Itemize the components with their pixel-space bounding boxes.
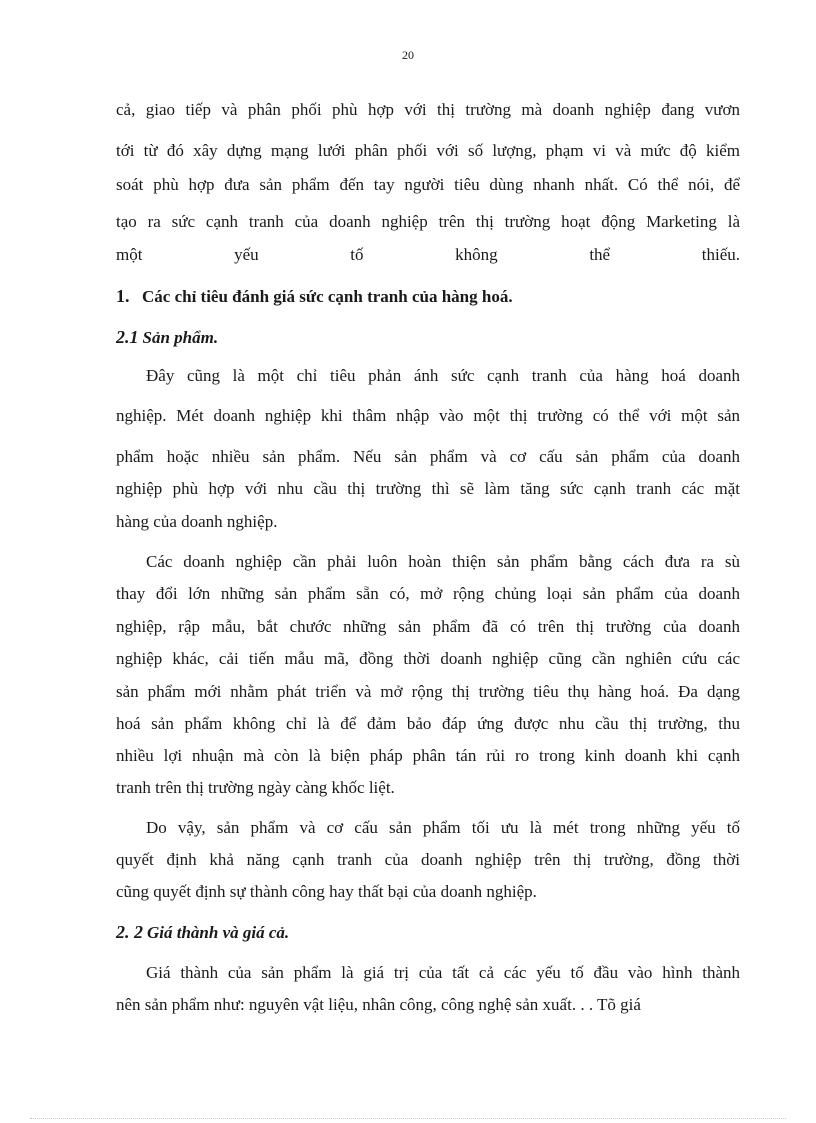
body-line: nghiệp. Mét doanh nghiệp khi thâm nhập vào một thị trường có thể với một sản: [116, 406, 740, 425]
body-line: Đây cũng là một chỉ tiêu phản ánh sức cạnh tranh của hàng hoá doanh: [146, 366, 740, 385]
body-line: nghiệp, rập mẫu, bắt chước những sản phẩm đã có trên thị trường của doanh: [116, 617, 740, 636]
body-line: tranh trên thị trường ngày càng khốc liệt.: [116, 778, 395, 797]
section-heading-2-2: [116, 921, 740, 944]
body-line: Giá thành của sản phẩm là giá trị của tất cả các yếu tố đầu vào hình thành: [146, 963, 740, 982]
body-line: hàng của doanh nghiệp.: [116, 512, 278, 531]
body-line: nên sản phẩm như: nguyên vật liệu, nhân công, công nghệ sản xuất. . . Tõ giá: [116, 995, 641, 1014]
body-line: soát phù hợp đưa sản phẩm đến tay người tiêu dùng nhanh nhất. Có thể nói, để: [116, 175, 740, 194]
section-title: Các chỉ tiêu đánh giá sức cạnh tranh của hàng hoá.: [142, 287, 513, 306]
body-line: cũng quyết định sự thành công hay thất bại của doanh nghiệp.: [116, 882, 537, 901]
body-line: cả, giao tiếp và phân phối phù hợp với thị trường mà doanh nghiệp đang vươn: [116, 100, 740, 119]
body-line: Do vậy, sản phẩm và cơ cấu sản phẩm tối ưu là mét trong những yếu tố: [146, 818, 740, 837]
section-title: Giá thành và giá cả.: [147, 923, 290, 942]
body-line: sản phẩm mới nhằm phát triển và mở rộng thị trường tiêu thụ hàng hoá. Đa dạng: [116, 682, 740, 701]
body-line: tạo ra sức cạnh tranh của doanh nghiệp trên thị trường hoạt động Marketing là: [116, 212, 740, 231]
body-line: nhiều lợi nhuận mà còn là biện pháp phân tán rủi ro trong kinh doanh khi cạnh: [116, 746, 740, 765]
body-line: nghiệp phù hợp với nhu cầu thị trường thì sẽ làm tăng sức cạnh tranh các mặt: [116, 479, 740, 498]
section-heading-1: [116, 285, 740, 308]
body-line: quyết định khả năng cạnh tranh của doanh nghiệp trên thị trường, đồng thời: [116, 850, 740, 869]
body-line: tới từ đó xây dựng mạng lưới phân phối với số lượng, phạm vi và mức độ kiểm: [116, 141, 740, 160]
body-line: thay đổi lớn những sản phẩm sẵn có, mở rộng chủng loại sản phẩm của doanh: [116, 584, 740, 603]
section-number: 2.1: [116, 327, 139, 347]
page-number: 20: [402, 48, 414, 62]
body-line: phẩm hoặc nhiều sản phẩm. Nếu sản phẩm và cơ cấu sản phẩm của doanh: [116, 447, 740, 466]
page-bottom-rule: [30, 1118, 786, 1119]
section-title: Sản phẩm.: [142, 328, 219, 347]
body-line: Các doanh nghiệp cần phải luôn hoàn thiện sản phẩm bằng cách đưa ra sù: [146, 552, 740, 571]
body-line: nghiệp khác, cải tiến mẫu mã, đồng thời doanh nghiệp cũng cần nghiên cứu các: [116, 649, 740, 668]
section-number: 2. 2: [116, 922, 143, 942]
body-line: một yếu tố không thể thiếu.: [116, 245, 740, 264]
body-line: hoá sản phẩm không chỉ là để đảm bảo đáp ứng được nhu cầu thị trường, thu: [116, 714, 740, 733]
section-heading-2-1: [116, 326, 740, 349]
section-number: 1.: [116, 286, 130, 306]
